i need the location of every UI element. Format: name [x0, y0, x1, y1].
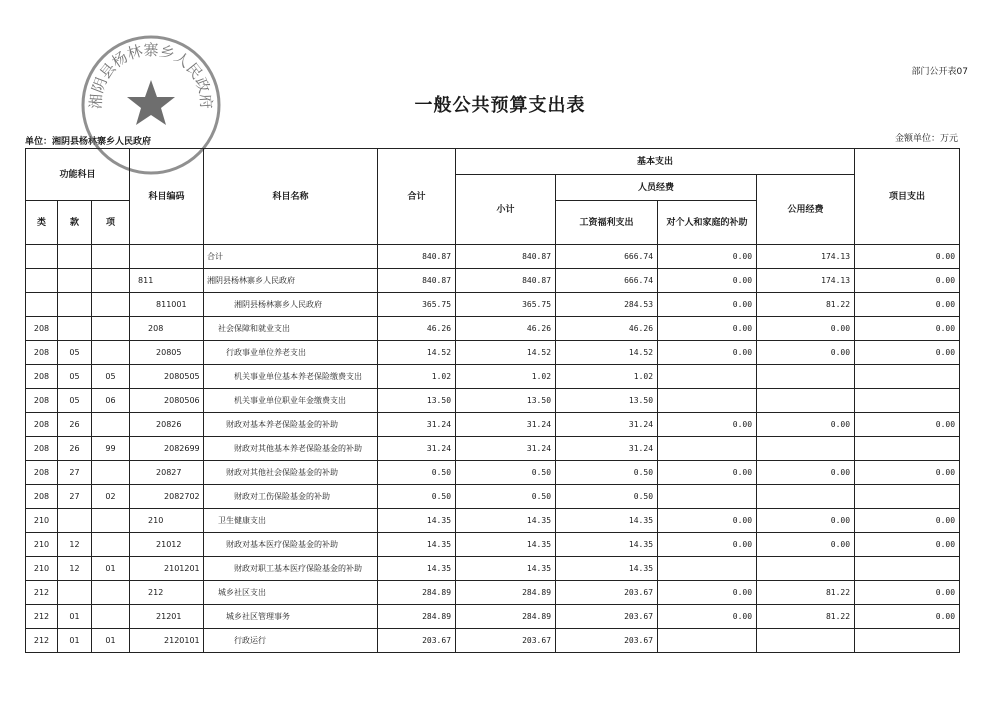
cell-total: 840.87: [378, 269, 456, 293]
cell-name: 财政对基本养老保险基金的补助: [204, 413, 378, 437]
cell-project: 0.00: [855, 533, 960, 557]
table-row: [26, 605, 960, 629]
table-row: [26, 365, 960, 389]
cell-kuan: 01: [58, 605, 92, 629]
cell-subsidy: 0.00: [658, 317, 757, 341]
cell-kuan: 26: [58, 437, 92, 461]
cell-project: [855, 389, 960, 413]
cell-code: 21201: [130, 605, 204, 629]
table-row: [26, 269, 960, 293]
cell-total: 0.50: [378, 485, 456, 509]
cell-subsidy: 0.00: [658, 293, 757, 317]
cell-salary: 0.50: [556, 461, 658, 485]
header-row-1: [26, 149, 960, 175]
cell-salary: 666.74: [556, 269, 658, 293]
cell-kuan: 01: [58, 629, 92, 653]
cell-project: 0.00: [855, 341, 960, 365]
cell-subtotal: 14.35: [456, 509, 556, 533]
col-code: 科目编码: [130, 149, 204, 245]
cell-code: 2080506: [130, 389, 204, 413]
col-kuan: 款: [58, 201, 92, 245]
cell-subsidy: [658, 389, 757, 413]
amount-unit: 金额单位：万元: [894, 134, 958, 144]
table-row: [26, 485, 960, 509]
cell-code: 20826: [130, 413, 204, 437]
cell-salary: 203.67: [556, 605, 658, 629]
cell-public: 0.00: [757, 317, 855, 341]
cell-project: [855, 485, 960, 509]
star-icon: [127, 80, 175, 125]
cell-salary: 203.67: [556, 629, 658, 653]
cell-total: 31.24: [378, 413, 456, 437]
cell-total: 13.50: [378, 389, 456, 413]
cell-name: 财政对职工基本医疗保险基金的补助: [204, 557, 378, 581]
cell-xiang: [92, 533, 130, 557]
cell-kuan: 05: [58, 365, 92, 389]
cell-subsidy: 0.00: [658, 413, 757, 437]
cell-subsidy: [658, 629, 757, 653]
cell-subsidy: 0.00: [658, 269, 757, 293]
cell-salary: 1.02: [556, 365, 658, 389]
cell-code: 2120101: [130, 629, 204, 653]
cell-total: 31.24: [378, 437, 456, 461]
cell-kuan: 12: [58, 533, 92, 557]
cell-public: 0.00: [757, 509, 855, 533]
cell-lei: 210: [26, 557, 58, 581]
cell-subtotal: 0.50: [456, 485, 556, 509]
cell-xiang: [92, 581, 130, 605]
cell-project: 0.00: [855, 605, 960, 629]
cell-lei: 210: [26, 509, 58, 533]
cell-lei: 208: [26, 461, 58, 485]
cell-subsidy: [658, 485, 757, 509]
cell-public: [757, 485, 855, 509]
cell-lei: 210: [26, 533, 58, 557]
cell-project: [855, 557, 960, 581]
cell-salary: 203.67: [556, 581, 658, 605]
budget-table: [25, 148, 960, 653]
cell-project: 0.00: [855, 269, 960, 293]
cell-public: [757, 437, 855, 461]
cell-public: [757, 557, 855, 581]
cell-subtotal: 840.87: [456, 245, 556, 269]
form-number: 部门公开表07: [911, 67, 968, 77]
cell-kuan: 05: [58, 389, 92, 413]
cell-kuan: 27: [58, 485, 92, 509]
table-row: [26, 509, 960, 533]
cell-code: 2082702: [130, 485, 204, 509]
cell-subtotal: 203.67: [456, 629, 556, 653]
cell-project: 0.00: [855, 317, 960, 341]
cell-name: 财政对其他基本养老保险基金的补助: [204, 437, 378, 461]
cell-subtotal: 365.75: [456, 293, 556, 317]
cell-kuan: 26: [58, 413, 92, 437]
cell-subtotal: 284.89: [456, 581, 556, 605]
cell-code: 20805: [130, 341, 204, 365]
cell-code: 20827: [130, 461, 204, 485]
col-basic: 基本支出: [456, 149, 855, 175]
col-salary: 工资福利支出: [556, 201, 658, 245]
cell-total: 840.87: [378, 245, 456, 269]
cell-project: [855, 629, 960, 653]
page-title: 一般公共预算支出表: [414, 95, 586, 116]
cell-code: 21012: [130, 533, 204, 557]
seal-text: 湘阴县杨林寨乡人民政府: [86, 40, 216, 110]
cell-public: 174.13: [757, 245, 855, 269]
cell-total: 284.89: [378, 605, 456, 629]
cell-code: 811001: [130, 293, 204, 317]
cell-code: 811: [130, 269, 204, 293]
cell-xiang: 01: [92, 557, 130, 581]
cell-code: 210: [130, 509, 204, 533]
table-row: [26, 461, 960, 485]
cell-lei: 208: [26, 317, 58, 341]
cell-project: 0.00: [855, 581, 960, 605]
cell-code: 212: [130, 581, 204, 605]
cell-public: 0.00: [757, 413, 855, 437]
cell-subtotal: 13.50: [456, 389, 556, 413]
cell-name: 财政对工伤保险基金的补助: [204, 485, 378, 509]
cell-xiang: [92, 293, 130, 317]
cell-public: 81.22: [757, 293, 855, 317]
cell-name: 机关事业单位基本养老保险缴费支出: [204, 365, 378, 389]
cell-kuan: [58, 581, 92, 605]
cell-kuan: [58, 269, 92, 293]
cell-xiang: 02: [92, 485, 130, 509]
cell-salary: 31.24: [556, 437, 658, 461]
cell-public: [757, 389, 855, 413]
cell-kuan: 27: [58, 461, 92, 485]
cell-subtotal: 14.52: [456, 341, 556, 365]
cell-total: 46.26: [378, 317, 456, 341]
cell-salary: 0.50: [556, 485, 658, 509]
cell-code: 2080505: [130, 365, 204, 389]
cell-subsidy: [658, 365, 757, 389]
cell-lei: 208: [26, 389, 58, 413]
cell-kuan: 12: [58, 557, 92, 581]
cell-salary: 666.74: [556, 245, 658, 269]
table-row: [26, 317, 960, 341]
cell-public: 0.00: [757, 461, 855, 485]
table-row: [26, 533, 960, 557]
cell-subsidy: 0.00: [658, 509, 757, 533]
cell-public: 0.00: [757, 533, 855, 557]
cell-salary: 14.35: [556, 533, 658, 557]
cell-subtotal: 0.50: [456, 461, 556, 485]
cell-subsidy: 0.00: [658, 245, 757, 269]
table-row: [26, 557, 960, 581]
cell-xiang: [92, 509, 130, 533]
cell-salary: 13.50: [556, 389, 658, 413]
cell-subtotal: 31.24: [456, 413, 556, 437]
cell-total: 365.75: [378, 293, 456, 317]
table-row: [26, 413, 960, 437]
cell-code: [130, 245, 204, 269]
cell-subsidy: 0.00: [658, 533, 757, 557]
col-subsidy: 对个人和家庭的补助: [658, 201, 757, 245]
cell-name: 行政运行: [204, 629, 378, 653]
cell-total: 284.89: [378, 581, 456, 605]
cell-name: 机关事业单位职业年金缴费支出: [204, 389, 378, 413]
cell-code: 2082699: [130, 437, 204, 461]
cell-xiang: [92, 317, 130, 341]
cell-public: [757, 629, 855, 653]
col-func-subject: 功能科目: [26, 149, 130, 201]
cell-salary: 46.26: [556, 317, 658, 341]
cell-subsidy: 0.00: [658, 341, 757, 365]
cell-subsidy: 0.00: [658, 581, 757, 605]
cell-xiang: 01: [92, 629, 130, 653]
cell-kuan: [58, 293, 92, 317]
cell-salary: 284.53: [556, 293, 658, 317]
cell-name: 财政对其他社会保险基金的补助: [204, 461, 378, 485]
cell-lei: 208: [26, 437, 58, 461]
cell-public: 81.22: [757, 581, 855, 605]
cell-subtotal: 46.26: [456, 317, 556, 341]
cell-kuan: [58, 245, 92, 269]
cell-lei: [26, 245, 58, 269]
table-row: [26, 437, 960, 461]
cell-xiang: 05: [92, 365, 130, 389]
cell-code: 208: [130, 317, 204, 341]
cell-total: 14.35: [378, 533, 456, 557]
cell-xiang: 99: [92, 437, 130, 461]
cell-total: 14.35: [378, 557, 456, 581]
cell-xiang: [92, 461, 130, 485]
cell-name: 湘阴县杨林寨乡人民政府: [204, 293, 378, 317]
cell-name: 城乡社区支出: [204, 581, 378, 605]
cell-name: 湘阴县杨林寨乡人民政府: [204, 269, 378, 293]
cell-subtotal: 284.89: [456, 605, 556, 629]
cell-xiang: [92, 245, 130, 269]
table-body: [26, 245, 960, 653]
cell-name: 财政对基本医疗保险基金的补助: [204, 533, 378, 557]
table-row: [26, 341, 960, 365]
cell-kuan: 05: [58, 341, 92, 365]
cell-salary: 31.24: [556, 413, 658, 437]
cell-subtotal: 14.35: [456, 557, 556, 581]
cell-lei: 208: [26, 413, 58, 437]
cell-name: 城乡社区管理事务: [204, 605, 378, 629]
cell-subtotal: 1.02: [456, 365, 556, 389]
cell-public: 0.00: [757, 341, 855, 365]
cell-kuan: [58, 317, 92, 341]
col-personnel: 人员经费: [556, 175, 757, 201]
cell-total: 14.52: [378, 341, 456, 365]
cell-lei: 208: [26, 341, 58, 365]
cell-total: 14.35: [378, 509, 456, 533]
table-row: [26, 245, 960, 269]
col-public: 公用经费: [757, 175, 855, 245]
cell-project: 0.00: [855, 509, 960, 533]
cell-project: 0.00: [855, 461, 960, 485]
cell-xiang: [92, 341, 130, 365]
table-row: [26, 581, 960, 605]
cell-total: 1.02: [378, 365, 456, 389]
cell-public: 81.22: [757, 605, 855, 629]
cell-subsidy: [658, 557, 757, 581]
cell-name: 社会保障和就业支出: [204, 317, 378, 341]
cell-salary: 14.52: [556, 341, 658, 365]
table-row: [26, 389, 960, 413]
cell-project: [855, 437, 960, 461]
cell-public: [757, 365, 855, 389]
cell-salary: 14.35: [556, 557, 658, 581]
cell-subsidy: 0.00: [658, 461, 757, 485]
cell-subtotal: 31.24: [456, 437, 556, 461]
cell-lei: [26, 269, 58, 293]
col-project: 项目支出: [855, 149, 960, 245]
table-row: [26, 629, 960, 653]
cell-lei: 212: [26, 605, 58, 629]
col-subtotal: 小计: [456, 175, 556, 245]
cell-subsidy: 0.00: [658, 605, 757, 629]
col-xiang: 项: [92, 201, 130, 245]
cell-code: 2101201: [130, 557, 204, 581]
col-total: 合计: [378, 149, 456, 245]
cell-subtotal: 840.87: [456, 269, 556, 293]
cell-project: 0.00: [855, 293, 960, 317]
col-lei: 类: [26, 201, 58, 245]
cell-lei: [26, 293, 58, 317]
cell-total: 0.50: [378, 461, 456, 485]
cell-lei: 208: [26, 485, 58, 509]
cell-project: 0.00: [855, 245, 960, 269]
cell-xiang: 06: [92, 389, 130, 413]
cell-lei: 212: [26, 629, 58, 653]
cell-public: 174.13: [757, 269, 855, 293]
cell-xiang: [92, 605, 130, 629]
cell-xiang: [92, 413, 130, 437]
cell-subsidy: [658, 437, 757, 461]
cell-name: 卫生健康支出: [204, 509, 378, 533]
cell-xiang: [92, 269, 130, 293]
cell-total: 203.67: [378, 629, 456, 653]
cell-lei: 212: [26, 581, 58, 605]
cell-subtotal: 14.35: [456, 533, 556, 557]
cell-lei: 208: [26, 365, 58, 389]
cell-name: 行政事业单位养老支出: [204, 341, 378, 365]
table-row: [26, 293, 960, 317]
cell-name: 合计: [204, 245, 378, 269]
col-name: 科目名称: [204, 149, 378, 245]
reporting-unit: 单位：湘阴县杨林寨乡人民政府: [25, 137, 152, 147]
cell-project: [855, 365, 960, 389]
cell-kuan: [58, 509, 92, 533]
cell-salary: 14.35: [556, 509, 658, 533]
cell-project: 0.00: [855, 413, 960, 437]
